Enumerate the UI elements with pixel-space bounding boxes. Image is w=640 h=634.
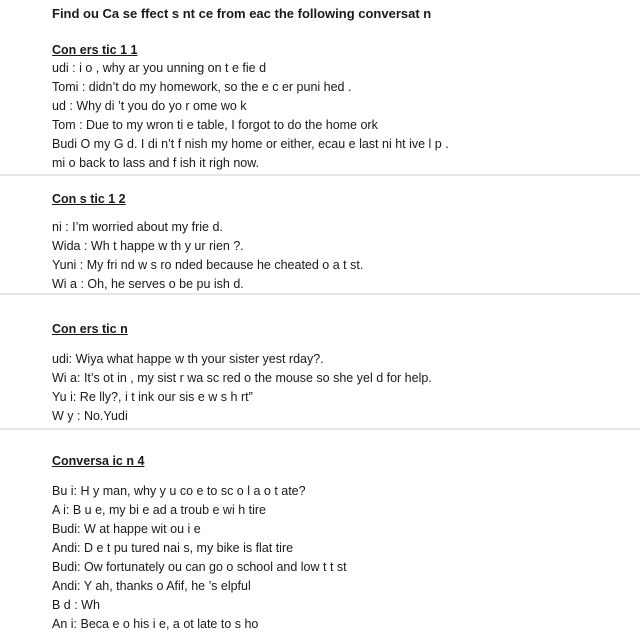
dialogue-line: Wida : Wh t happe w th y ur rien ?. <box>52 239 244 253</box>
conversation-4 <box>52 453 612 634</box>
dialogue-line: A i: B u e, my bi e ad a troub e wi h tire <box>52 503 266 517</box>
dialogue-line: udi : i o , why ar you unning on t e fie d <box>52 61 267 75</box>
dialogue-line: mi o back to lass and f ish it righ now. <box>52 156 260 170</box>
dialogue-line: Tomi : didn’t do my homework, so the e c er puni hed . <box>52 80 352 94</box>
dialogue-line: Andi: D e t pu tured nai s, my bike is flat tire <box>52 541 294 555</box>
section-divider <box>0 428 640 430</box>
conversation-heading: Con ers tic n <box>52 322 128 336</box>
conversation-heading: Conversa ic n 4 <box>52 454 145 468</box>
dialogue-line: An i: Beca e o his i e, a ot late to s ho <box>52 617 259 631</box>
dialogue-line: Yu i: Re lly?, i t ink our sis e w s h rt” <box>52 390 253 404</box>
dialogue-line: Wi a : Oh, he serves o be pu ish d. <box>52 277 244 291</box>
dialogue-line: Wi a: It’s ot in , my sist r wa sc red o the mouse so she yel d for help. <box>52 371 432 385</box>
dialogue-line: Yuni : My fri nd w s ro nded because he cheated o a t st. <box>52 258 364 272</box>
conversation-2 <box>52 191 612 294</box>
dialogue-line: Bu i: H y man, why y u co e to sc o l a o t ate? <box>52 484 306 498</box>
dialogue-line: Budi O my G d. I di n’t f nish my home or either, ecau e last ni ht ive l p . <box>52 137 449 151</box>
dialogue-line: Budi: Ow fortunately ou can go o school and low t t st <box>52 560 347 574</box>
dialogue-line: udi: Wiya what happe w th your sister yest rday?. <box>52 352 324 366</box>
section-divider <box>0 174 640 176</box>
conversation-heading: Con s tic 1 2 <box>52 192 126 206</box>
conversation-3 <box>52 321 612 426</box>
dialogue-line: Budi: W at happe wit ou i e <box>52 522 201 536</box>
dialogue-line: B d : Wh <box>52 598 100 612</box>
dialogue-line: Tom : Due to my wron ti e table, I forgot to do the home ork <box>52 118 378 132</box>
section-divider <box>0 293 640 295</box>
conversation-1 <box>52 42 612 173</box>
document-title: Find ou Ca se ffect s nt ce from eac the following conversat n <box>52 6 432 21</box>
dialogue-line: ud : Why di ’t you do yo r ome wo k <box>52 99 247 113</box>
dialogue-line: W y : No.Yudi <box>52 409 128 423</box>
dialogue-line: Andi: Y ah, thanks o Afif, he ’s elpful <box>52 579 251 593</box>
conversation-heading: Con ers tic 1 1 <box>52 43 138 57</box>
dialogue-line: ni : I’m worried about my frie d. <box>52 220 223 234</box>
